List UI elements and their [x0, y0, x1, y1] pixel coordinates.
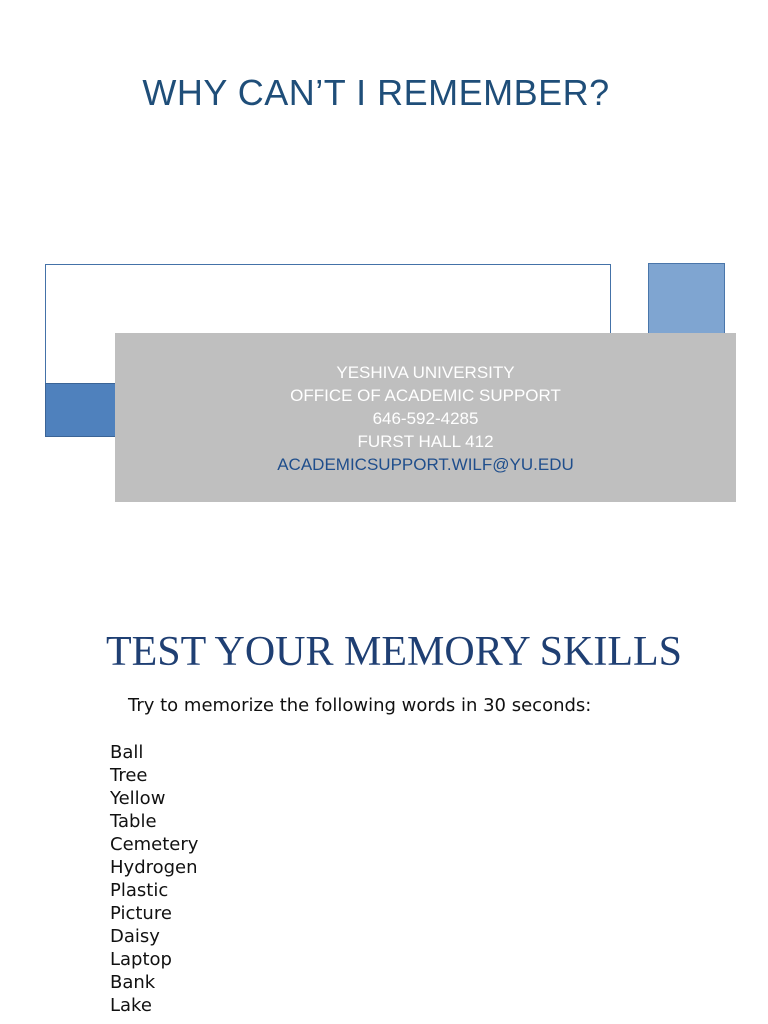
list-item: Lake — [110, 995, 152, 1016]
contact-email-link[interactable]: ACADEMICSUPPORT.WILF@YU.EDU — [277, 455, 574, 474]
list-item: Picture — [110, 903, 172, 924]
contact-phone: 646-592-4285 — [372, 409, 479, 428]
list-item: Bank — [110, 972, 156, 993]
list-item: Tree — [110, 765, 148, 786]
list-item: Table — [110, 811, 157, 832]
contact-info-box — [115, 333, 736, 502]
list-item: Cemetery — [110, 834, 199, 855]
section-heading: TEST YOUR MEMORY SKILLS — [106, 629, 683, 675]
contact-office: OFFICE OF ACADEMIC SUPPORT — [290, 386, 561, 405]
contact-university: YESHIVA UNIVERSITY — [336, 363, 515, 382]
contact-location: FURST HALL 412 — [357, 432, 494, 451]
list-item: Hydrogen — [110, 857, 198, 878]
instructions-text: Try to memorize the following words in 30 seconds: — [128, 695, 592, 716]
decorative-blue-square — [648, 263, 725, 335]
list-item: Yellow — [110, 788, 166, 809]
word-list — [110, 741, 198, 1017]
list-item: Plastic — [110, 880, 169, 901]
list-item: Daisy — [110, 926, 160, 947]
list-item: Ball — [110, 742, 144, 763]
decorative-blue-bar — [45, 383, 125, 437]
page-title: WHY CAN’T I REMEMBER? — [142, 72, 610, 113]
list-item: Laptop — [110, 949, 172, 970]
